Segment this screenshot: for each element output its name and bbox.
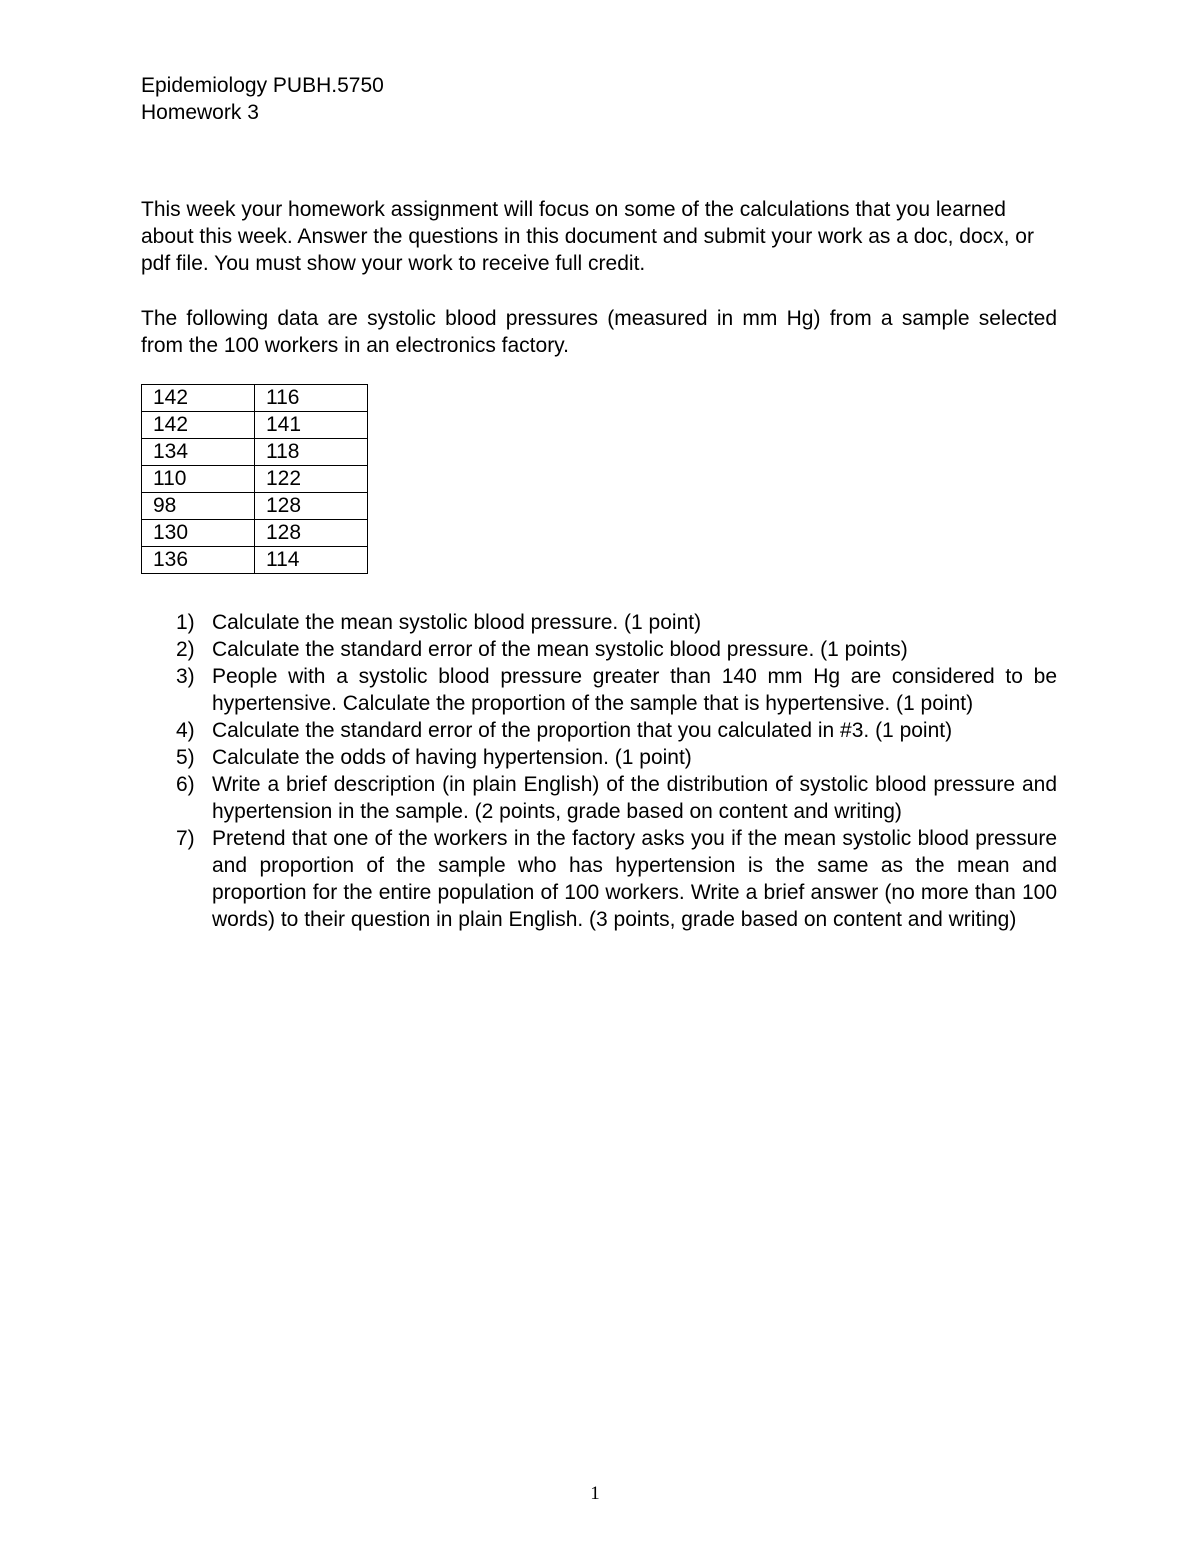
table-row bbox=[142, 412, 368, 439]
table-cell: 142 bbox=[142, 412, 255, 439]
data-description-text: The following data are systolic blood pressures (measured in mm Hg) from a sample selected from the 100 workers in an electronics factory. bbox=[141, 307, 1057, 357]
question-item bbox=[141, 825, 1057, 933]
question-number: 2) bbox=[176, 638, 195, 661]
table-row bbox=[142, 439, 368, 466]
question-item bbox=[141, 771, 1057, 825]
table-cell: 128 bbox=[255, 520, 368, 547]
table-cell: 142 bbox=[142, 385, 255, 412]
question-number: 3) bbox=[176, 665, 195, 688]
course-title: Epidemiology PUBH.5750 bbox=[141, 74, 384, 97]
question-text: Calculate the mean systolic blood pressure. (1 point) bbox=[212, 611, 702, 634]
table-row bbox=[142, 520, 368, 547]
table-cell: 98 bbox=[142, 493, 255, 520]
question-text: Calculate the standard error of the proportion that you calculated in #3. (1 point) bbox=[212, 719, 953, 742]
table-row bbox=[142, 547, 368, 574]
question-number: 4) bbox=[176, 719, 195, 742]
question-item bbox=[141, 717, 1057, 744]
table-cell: 114 bbox=[255, 547, 368, 574]
question-text: Calculate the odds of having hypertension. (1 point) bbox=[212, 746, 692, 769]
question-item bbox=[141, 636, 1057, 663]
document-header bbox=[141, 72, 384, 126]
table-cell: 118 bbox=[255, 439, 368, 466]
question-text: People with a systolic blood pressure greater than 140 mm Hg are considered to be hypertensive. Calculate the proportion of the sample that is hypertensive. (1 point) bbox=[212, 665, 1057, 715]
question-text: Pretend that one of the workers in the factory asks you if the mean systolic blood pressure and proportion of the sample who has hypertension is the same as the mean and proportion for the entire population of 100 workers. Write a brief answer (no more than 100 words) to their question in plain English. (3 points, grade based on content and writing) bbox=[212, 827, 1057, 931]
question-item bbox=[141, 744, 1057, 771]
table-cell: 130 bbox=[142, 520, 255, 547]
table-cell: 141 bbox=[255, 412, 368, 439]
intro-text: This week your homework assignment will focus on some of the calculations that you learned about this week. Answer the questions in this document and submit your work as a doc, docx, or pdf file. You must show your work to receive full credit. bbox=[141, 198, 1034, 275]
table-cell: 110 bbox=[142, 466, 255, 493]
question-number: 5) bbox=[176, 746, 195, 769]
question-number: 6) bbox=[176, 773, 195, 796]
table-cell: 128 bbox=[255, 493, 368, 520]
blood-pressure-table bbox=[141, 384, 368, 574]
question-number: 7) bbox=[176, 827, 195, 850]
table-cell: 136 bbox=[142, 547, 255, 574]
question-item bbox=[141, 663, 1057, 717]
table-row bbox=[142, 493, 368, 520]
table-row bbox=[142, 385, 368, 412]
question-item bbox=[141, 609, 1057, 636]
table-cell: 122 bbox=[255, 466, 368, 493]
question-text: Calculate the standard error of the mean systolic blood pressure. (1 points) bbox=[212, 638, 908, 661]
table-row bbox=[142, 466, 368, 493]
intro-paragraph bbox=[141, 196, 1059, 277]
question-list bbox=[141, 609, 1057, 933]
question-number: 1) bbox=[176, 611, 195, 634]
question-text: Write a brief description (in plain English) of the distribution of systolic blood pressure and hypertension in the sample. (2 points, grade based on content and writing) bbox=[212, 773, 1057, 823]
page-number: 1 bbox=[590, 1483, 600, 1504]
assignment-title: Homework 3 bbox=[141, 101, 259, 124]
data-description-paragraph bbox=[141, 305, 1057, 359]
table-cell: 116 bbox=[255, 385, 368, 412]
table-cell: 134 bbox=[142, 439, 255, 466]
